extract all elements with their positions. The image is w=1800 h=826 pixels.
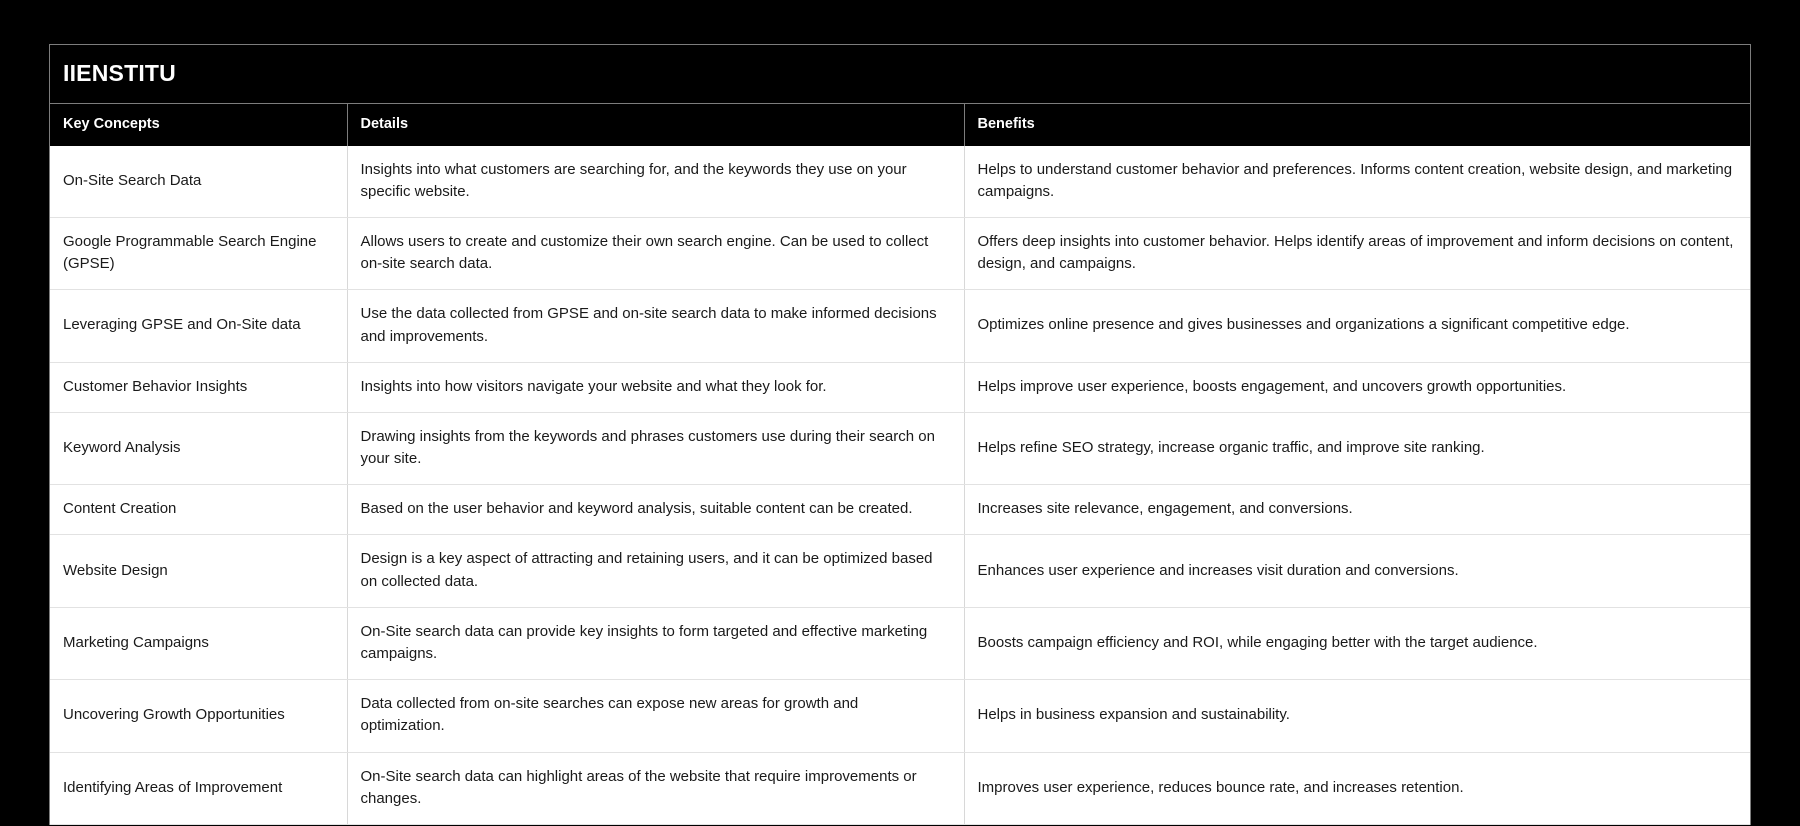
cell-key-concept: Content Creation: [50, 485, 347, 535]
table-row: [50, 680, 1751, 752]
comparison-table-card: [49, 44, 1751, 825]
table-body: [50, 146, 1751, 825]
table-row: [50, 146, 1751, 218]
table-row: [50, 362, 1751, 412]
cell-benefits: Helps in business expansion and sustainability.: [964, 680, 1751, 752]
cell-benefits: Enhances user experience and increases visit duration and conversions.: [964, 535, 1751, 607]
cell-key-concept: Customer Behavior Insights: [50, 362, 347, 412]
card-title-bar: [50, 45, 1750, 104]
cell-benefits: Helps refine SEO strategy, increase organic traffic, and improve site ranking.: [964, 412, 1751, 484]
brand-title: IIENSTITU: [63, 60, 176, 86]
cell-details: Insights into what customers are searching for, and the keywords they use on your specific website.: [347, 146, 964, 218]
column-header-key-concepts: Key Concepts: [50, 104, 347, 146]
cell-details: Insights into how visitors navigate your website and what they look for.: [347, 362, 964, 412]
cell-key-concept: Website Design: [50, 535, 347, 607]
cell-details: Allows users to create and customize their own search engine. Can be used to collect on-site search data.: [347, 217, 964, 289]
cell-details: Drawing insights from the keywords and phrases customers use during their search on your site.: [347, 412, 964, 484]
table-row: [50, 412, 1751, 484]
cell-benefits: Improves user experience, reduces bounce rate, and increases retention.: [964, 752, 1751, 824]
table-row: [50, 752, 1751, 824]
cell-benefits: Increases site relevance, engagement, and conversions.: [964, 485, 1751, 535]
table-header: [50, 104, 1751, 146]
cell-details: Use the data collected from GPSE and on-site search data to make informed decisions and improvements.: [347, 290, 964, 362]
cell-benefits: Optimizes online presence and gives businesses and organizations a significant competitive edge.: [964, 290, 1751, 362]
cell-details: On-Site search data can provide key insights to form targeted and effective marketing campaigns.: [347, 607, 964, 679]
table-row: [50, 217, 1751, 289]
cell-benefits: Boosts campaign efficiency and ROI, while engaging better with the target audience.: [964, 607, 1751, 679]
cell-benefits: Offers deep insights into customer behavior. Helps identify areas of improvement and inform decisions on content, design, and campaigns.: [964, 217, 1751, 289]
cell-benefits: Helps improve user experience, boosts engagement, and uncovers growth opportunities.: [964, 362, 1751, 412]
table-row: [50, 290, 1751, 362]
column-header-benefits: Benefits: [964, 104, 1751, 146]
cell-key-concept: Leveraging GPSE and On-Site data: [50, 290, 347, 362]
cell-key-concept: Keyword Analysis: [50, 412, 347, 484]
key-concepts-table: [50, 104, 1751, 825]
cell-benefits: Helps to understand customer behavior and preferences. Informs content creation, website design, and marketing campaigns.: [964, 146, 1751, 218]
cell-details: Data collected from on-site searches can expose new areas for growth and optimization.: [347, 680, 964, 752]
cell-key-concept: Identifying Areas of Improvement: [50, 752, 347, 824]
cell-details: On-Site search data can highlight areas of the website that require improvements or changes.: [347, 752, 964, 824]
table-row: [50, 607, 1751, 679]
cell-key-concept: Uncovering Growth Opportunities: [50, 680, 347, 752]
cell-details: Based on the user behavior and keyword analysis, suitable content can be created.: [347, 485, 964, 535]
cell-key-concept: On-Site Search Data: [50, 146, 347, 218]
table-row: [50, 485, 1751, 535]
cell-key-concept: Google Programmable Search Engine (GPSE): [50, 217, 347, 289]
cell-details: Design is a key aspect of attracting and retaining users, and it can be optimized based on collected data.: [347, 535, 964, 607]
column-header-details: Details: [347, 104, 964, 146]
table-header-row: [50, 104, 1751, 146]
cell-key-concept: Marketing Campaigns: [50, 607, 347, 679]
table-row: [50, 535, 1751, 607]
